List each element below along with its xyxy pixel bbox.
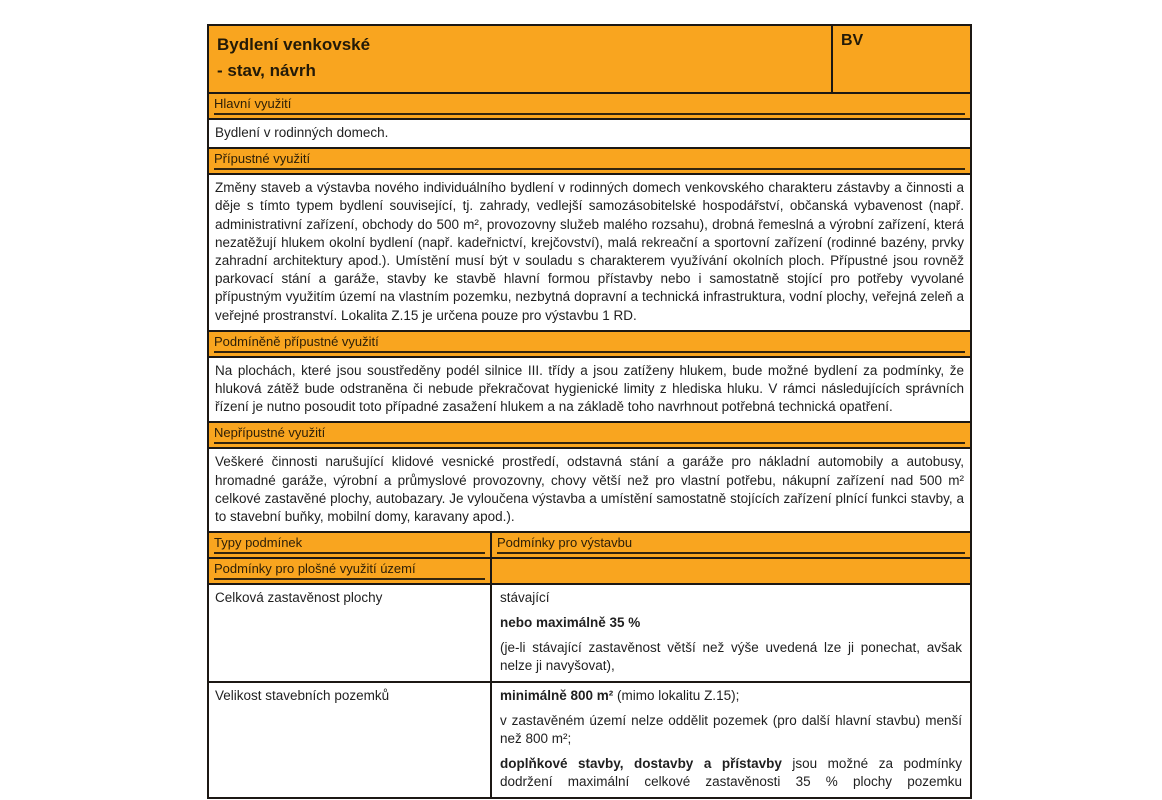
plot-size-paragraph-2: v zastavěném území nelze oddělit pozemek (pro další hlavní stavbu) menší než 800 m²; [500, 713, 962, 747]
plot-size-row [209, 683, 970, 797]
area-use-conditions-subheading-label: Podmínky pro plošné využití území [214, 561, 485, 580]
coverage-conditions [492, 585, 970, 681]
coverage-paragraph-1: stávající [500, 590, 550, 606]
plot-size-conditions [492, 683, 970, 797]
condition-types-header [209, 533, 492, 557]
construction-conditions-header [492, 533, 970, 557]
main-use-heading [209, 94, 970, 120]
construction-conditions-header-label: Podmínky pro výstavbu [497, 535, 965, 554]
band-spacer [492, 561, 970, 580]
coverage-row [209, 585, 970, 683]
impermissible-use-heading [209, 423, 970, 449]
conditions-header-row [209, 533, 970, 559]
plot-size-paragraph-3: doplňkové stavby, dostavby a přístavby jsou možné za podmínky dodržení maximální celkové zastavěnosti 35 % plochy pozemku [500, 756, 962, 790]
permissible-use-body: Změny staveb a výstavba nového individuálního bydlení v rodinných domech venkovského charakteru zástavby a činnosti a děje s tímto typem bydlení související, tj. zahrady, vedlejší samozásobitelské hospodářství, občanská vybavenost (např. administrativní zařízení, obchody do 500 m², provozovny služeb malého rozsahu), drobná řemeslná a výrobní zařízení, která nezatěžují hlukem okolní bydlení (např. kadeřnictví, krejčovství), malá rekreační a sportovní zařízení (rodinné bazény, prvky zahradní architektury apod.). Umístění musí být v souladu s charakterem využívání okolních ploch. Přípustné jsou rovněž parkovací stání a garáže, stavby ke stavbě hlavní formou přístavby nebo i samostatně stojící pro potřeby vyvolané přípustným využitím území na vlastním pozemku, nezbytná dopravní a technická infrastruktura, vodní plochy, veřejná zeleň a veřejné prostranství. Lokalita Z.15 je určena pouze pro výstavbu 1 RD. [209, 175, 970, 332]
area-use-conditions-subheading [209, 559, 492, 583]
plot-size-label: Velikost stavebních pozemků [209, 683, 492, 797]
conditional-use-heading [209, 332, 970, 358]
impermissible-use-heading-label: Nepřípustné využití [214, 425, 965, 444]
main-use-heading-label: Hlavní využití [214, 96, 965, 115]
impermissible-use-body: Veškeré činnosti narušující klidové vesnické prostředí, odstavná stání a garáže pro nákladní automobily a autobusy, hromadné garáže, výrobní a průmyslové provozovny, chovy větší než pro vlastní potřebu, nákupní zařízení nad 500 m² celkové zastavěné plochy, autobazary. Je vyloučena výstavba a umístění samostatně stojících zařízení plnící funkci stavby, a to stavební buňky, mobilní domy, karavany apod.). [209, 449, 970, 533]
conditional-use-heading-label: Podmíněně přípustné využití [214, 334, 965, 353]
zone-header-row [209, 26, 970, 94]
zone-title [209, 26, 831, 92]
area-use-conditions-empty-cell [492, 559, 970, 583]
area-use-conditions-row [209, 559, 970, 585]
zone-code-badge: BV [831, 26, 970, 92]
zone-title-line1: Bydlení venkovské [217, 35, 371, 54]
zone-title-line2: - stav, návrh [217, 61, 316, 80]
coverage-paragraph-2: nebo maximálně 35 % [500, 615, 641, 631]
coverage-paragraph-3: (je-li stávající zastavěnost větší než výše uvedená lze ji ponechat, avšak nelze ji navyšovat), [500, 640, 962, 674]
permissible-use-heading [209, 149, 970, 175]
zoning-regulation-table [207, 24, 972, 799]
main-use-body: Bydlení v rodinných domech. [209, 120, 970, 149]
conditional-use-body: Na plochách, které jsou soustředěny podél silnice III. třídy a jsou zatíženy hlukem, bude možné bydlení za podmínky, že hluková zátěž bude odstraněna či nebude překračovat hygienické limity z hlediska hluku. V rámci následujících správních řízení je nutno posoudit toto případné zasažení hlukem a na základě toho navrhnout potřebná technická opatření. [209, 358, 970, 424]
plot-size-paragraph-1: minimálně 800 m² (mimo lokalitu Z.15); [500, 688, 740, 704]
permissible-use-heading-label: Přípustné využití [214, 151, 965, 170]
condition-types-header-label: Typy podmínek [214, 535, 485, 554]
coverage-label: Celková zastavěnost plochy [209, 585, 492, 681]
